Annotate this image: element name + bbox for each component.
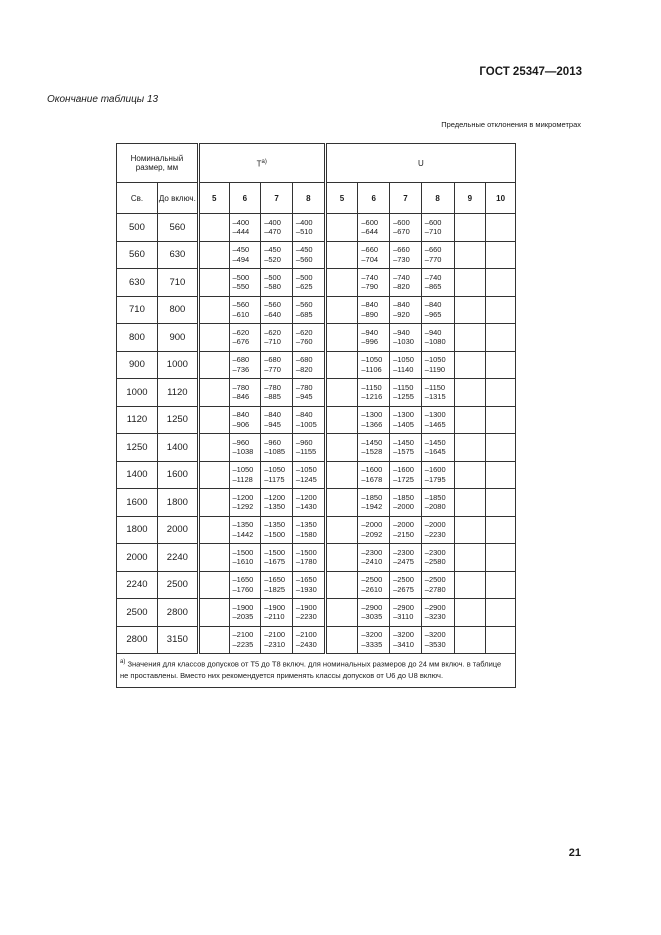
deviation-cell-u: –1450 –1575 [390,434,422,462]
deviation-cell-u [454,406,486,434]
deviation-cell-t: –620 –760 [292,324,325,352]
deviation-cell-u: –2900 –3110 [390,599,422,627]
deviation-cell-u [454,434,486,462]
deviation-cell-u: –940 –1030 [390,324,422,352]
deviation-cell-t: –1200 –1430 [292,489,325,517]
deviation-cell-u [454,379,486,407]
deviation-cell-t: –1500 –1610 [229,544,261,572]
deviation-cell-u: –1850 –2000 [390,489,422,517]
deviation-cell-u [486,489,516,517]
deviation-cell-t [198,351,229,379]
deviation-cell-u: –1050 –1190 [421,351,454,379]
deviation-cell-t: –1200 –1350 [261,489,293,517]
deviation-cell-u [325,406,358,434]
deviation-cell-u: –2500 –2780 [421,571,454,599]
deviation-cell-u: –1600 –1725 [390,461,422,489]
deviation-cell-u: –840 –890 [358,296,390,324]
deviation-cell-t: –2100 –2430 [292,626,325,654]
deviation-cell-u [325,324,358,352]
deviation-cell-u [325,296,358,324]
deviation-cell-u: –2300 –2475 [390,544,422,572]
deviation-cell-u: –1150 –1255 [390,379,422,407]
deviation-cell-t: –780 –885 [261,379,293,407]
deviation-cell-u [486,626,516,654]
deviation-cell-t: –1350 –1580 [292,516,325,544]
footnote-mark: а) [120,659,126,665]
deviation-cell-t: –1500 –1675 [261,544,293,572]
deviation-cell-t: –500 –625 [292,269,325,297]
grade-header-t: 7 [261,183,293,214]
deviation-cell-t [198,269,229,297]
footnote-text: Значения для классов допусков от T5 до T8 включ. для номинальных размеров до 24 мм включ. в таблице не проставлены. Вместо них рекомендуется применять классы допусков от U6 до U8 включ. [120,659,502,680]
deviation-cell-u: –2500 –2675 [390,571,422,599]
deviation-cell-t: –1650 –1930 [292,571,325,599]
grade-header-u: 10 [486,183,516,214]
table-row [117,351,516,379]
deviation-cell-t [198,296,229,324]
deviation-cell-t: –840 –906 [229,406,261,434]
deviation-cell-u [486,434,516,462]
deviation-cell-t [198,544,229,572]
units-note: Предельные отклонения в микрометрах [441,120,581,129]
deviation-cell-t [198,241,229,269]
grade-header-u: 8 [421,183,454,214]
deviation-cell-u: –2900 –3035 [358,599,390,627]
size-from-cell: 1000 [117,379,158,407]
size-to-cell: 1250 [157,406,198,434]
size-from-cell: 2000 [117,544,158,572]
deviation-cell-u: –2300 –2410 [358,544,390,572]
deviation-cell-t: –1900 –2035 [229,599,261,627]
table-row [117,269,516,297]
deviation-cell-u [325,599,358,627]
deviation-cell-u [325,626,358,654]
size-from-cell: 1600 [117,489,158,517]
grade-header-u: 7 [390,183,422,214]
deviation-cell-u [486,544,516,572]
deviation-cell-t: –680 –820 [292,351,325,379]
deviation-cell-u [325,516,358,544]
deviation-cell-t: –1050 –1245 [292,461,325,489]
size-to-cell: 1400 [157,434,198,462]
deviation-cell-u [454,599,486,627]
nominal-size-header: Номинальный размер, мм [117,144,199,183]
size-from-cell: 2240 [117,571,158,599]
class-t-header [198,144,325,183]
deviation-cell-u [486,269,516,297]
table-row [117,214,516,242]
deviation-cell-u [454,296,486,324]
deviation-cell-t: –450 –494 [229,241,261,269]
deviation-cell-u [454,626,486,654]
size-to-cell: 1600 [157,461,198,489]
size-from-cell: 2500 [117,599,158,627]
deviation-cell-t: –840 –1005 [292,406,325,434]
size-to-cell: 710 [157,269,198,297]
size-from-cell: 500 [117,214,158,242]
deviation-cell-u: –1600 –1678 [358,461,390,489]
page-number: 21 [568,847,581,859]
deviation-cell-u [325,489,358,517]
deviation-cell-u [325,241,358,269]
deviation-cell-t [198,214,229,242]
deviation-cell-u: –2000 –2092 [358,516,390,544]
size-from-cell: 1400 [117,461,158,489]
size-from-cell: 560 [117,241,158,269]
deviation-cell-t [198,461,229,489]
deviation-cell-u: –1050 –1106 [358,351,390,379]
deviation-cell-t [198,379,229,407]
deviation-cell-u [454,489,486,517]
size-to-cell: 2000 [157,516,198,544]
deviations-table [116,143,516,688]
deviation-cell-t: –840 –945 [261,406,293,434]
deviation-cell-t: –960 –1155 [292,434,325,462]
deviation-cell-u: –2000 –2150 [390,516,422,544]
deviation-cell-u [486,324,516,352]
deviation-cell-u: –1850 –1942 [358,489,390,517]
grade-header-u: 9 [454,183,486,214]
deviation-cell-u [325,571,358,599]
table-footnote [117,654,516,688]
deviation-cell-u: –1300 –1405 [390,406,422,434]
grade-header-t: 5 [198,183,229,214]
deviation-cell-u: –940 –1080 [421,324,454,352]
deviation-cell-t [198,599,229,627]
size-from-cell: 900 [117,351,158,379]
deviation-cell-t: –1350 –1500 [261,516,293,544]
deviation-cell-t: –780 –945 [292,379,325,407]
size-from-cell: 800 [117,324,158,352]
document-id: ГОСТ 25347—2013 [479,66,582,78]
deviation-cell-u: –3200 –3410 [390,626,422,654]
deviation-cell-u: –2900 –3230 [421,599,454,627]
deviation-cell-u: –840 –965 [421,296,454,324]
deviation-cell-u [454,516,486,544]
deviation-cell-u: –600 –710 [421,214,454,242]
size-from-cell: 2800 [117,626,158,654]
deviation-cell-u [454,461,486,489]
deviation-cell-u: –2500 –2610 [358,571,390,599]
deviation-cell-t: –500 –550 [229,269,261,297]
deviation-cell-t: –2100 –2310 [261,626,293,654]
deviation-cell-u [454,324,486,352]
deviation-cell-t: –400 –444 [229,214,261,242]
deviation-cell-t: –1200 –1292 [229,489,261,517]
deviation-cell-u [486,241,516,269]
deviation-cell-u [325,544,358,572]
deviation-cell-u: –600 –670 [390,214,422,242]
deviation-cell-t [198,516,229,544]
deviation-cell-u [325,214,358,242]
deviation-cell-u: –1600 –1795 [421,461,454,489]
deviation-cell-u: –2300 –2580 [421,544,454,572]
class-u-header: U [325,144,515,183]
deviation-cell-t: –400 –510 [292,214,325,242]
deviation-cell-t: –620 –676 [229,324,261,352]
size-to-cell: 900 [157,324,198,352]
deviation-cell-t: –500 –580 [261,269,293,297]
deviation-cell-u [454,351,486,379]
deviation-cell-u [454,241,486,269]
size-from-cell: 710 [117,296,158,324]
deviation-cell-u: –840 –920 [390,296,422,324]
deviation-cell-u [486,406,516,434]
deviation-cell-u: –740 –865 [421,269,454,297]
table-row [117,461,516,489]
deviation-cell-t: –450 –560 [292,241,325,269]
deviation-cell-t: –1650 –1825 [261,571,293,599]
grade-header-t: 8 [292,183,325,214]
deviation-cell-t: –2100 –2235 [229,626,261,654]
deviation-cell-u [454,571,486,599]
deviation-cell-t [198,324,229,352]
deviation-cell-u [325,434,358,462]
deviation-cell-t: –780 –846 [229,379,261,407]
size-to-cell: 2500 [157,571,198,599]
deviation-cell-u: –660 –704 [358,241,390,269]
size-to-cell: 560 [157,214,198,242]
deviation-cell-u [486,351,516,379]
deviation-cell-t: –400 –470 [261,214,293,242]
deviation-cell-u [486,296,516,324]
to-header: До включ. [157,183,198,214]
deviation-cell-t: –560 –640 [261,296,293,324]
deviation-cell-u: –1450 –1528 [358,434,390,462]
deviation-cell-t: –1900 –2230 [292,599,325,627]
deviation-cell-u: –1050 –1140 [390,351,422,379]
deviation-cell-t: –1650 –1760 [229,571,261,599]
deviation-cell-u [486,214,516,242]
size-to-cell: 3150 [157,626,198,654]
deviation-cell-u: –1150 –1216 [358,379,390,407]
deviation-cell-u [325,461,358,489]
deviation-cell-u: –1300 –1366 [358,406,390,434]
deviation-cell-u: –940 –996 [358,324,390,352]
deviation-cell-t [198,489,229,517]
deviation-cell-t: –680 –736 [229,351,261,379]
deviation-cell-t: –1050 –1128 [229,461,261,489]
class-t-footnote-mark: а) [261,158,267,165]
deviation-cell-t: –1900 –2110 [261,599,293,627]
table-row [117,296,516,324]
deviation-cell-t: –560 –610 [229,296,261,324]
size-to-cell: 630 [157,241,198,269]
table-row [117,324,516,352]
size-to-cell: 1000 [157,351,198,379]
deviation-cell-u [325,269,358,297]
table-row [117,406,516,434]
deviation-cell-u: –1850 –2080 [421,489,454,517]
deviation-cell-t: –1500 –1780 [292,544,325,572]
size-from-cell: 1800 [117,516,158,544]
deviation-cell-u [454,269,486,297]
grade-header-u: 5 [325,183,358,214]
deviation-cell-t: –560 –685 [292,296,325,324]
deviation-cell-u [325,379,358,407]
size-to-cell: 1800 [157,489,198,517]
deviation-cell-u [486,599,516,627]
size-to-cell: 800 [157,296,198,324]
deviation-cell-t: –620 –710 [261,324,293,352]
table-row [117,626,516,654]
table-row [117,379,516,407]
table-row [117,434,516,462]
deviation-cell-u: –600 –644 [358,214,390,242]
size-to-cell: 2800 [157,599,198,627]
deviation-cell-u: –3200 –3530 [421,626,454,654]
deviation-cell-t [198,571,229,599]
deviation-cell-u [486,571,516,599]
from-header: Св. [117,183,158,214]
deviation-cell-t [198,406,229,434]
table-row [117,544,516,572]
deviation-cell-u [486,379,516,407]
size-from-cell: 1250 [117,434,158,462]
deviation-cell-u: –660 –770 [421,241,454,269]
table-row [117,241,516,269]
deviation-cell-u [454,544,486,572]
deviation-cell-u [454,214,486,242]
size-from-cell: 1120 [117,406,158,434]
table-row [117,516,516,544]
deviation-cell-t: –450 –520 [261,241,293,269]
deviation-cell-u [486,461,516,489]
deviation-cell-u [325,351,358,379]
deviation-cell-u: –3200 –3335 [358,626,390,654]
grade-header-u: 6 [358,183,390,214]
deviation-cell-t [198,434,229,462]
table-continuation-caption: Окончание таблицы 13 [47,94,159,105]
deviation-cell-t [198,626,229,654]
table-row [117,599,516,627]
deviation-cell-u: –1300 –1465 [421,406,454,434]
deviation-cell-t: –1350 –1442 [229,516,261,544]
class-t-label: T [256,159,262,169]
deviation-cell-u: –740 –790 [358,269,390,297]
deviation-cell-t: –680 –770 [261,351,293,379]
table-row [117,489,516,517]
deviation-cell-u [486,516,516,544]
deviation-cell-t: –1050 –1175 [261,461,293,489]
deviation-cell-u: –1450 –1645 [421,434,454,462]
deviation-cell-u: –660 –730 [390,241,422,269]
size-to-cell: 1120 [157,379,198,407]
deviation-cell-t: –960 –1085 [261,434,293,462]
size-to-cell: 2240 [157,544,198,572]
grade-header-t: 6 [229,183,261,214]
deviation-cell-u: –1150 –1315 [421,379,454,407]
size-from-cell: 630 [117,269,158,297]
deviation-cell-u: –2000 –2230 [421,516,454,544]
table-row [117,571,516,599]
deviation-cell-u: –740 –820 [390,269,422,297]
deviation-cell-t: –960 –1038 [229,434,261,462]
